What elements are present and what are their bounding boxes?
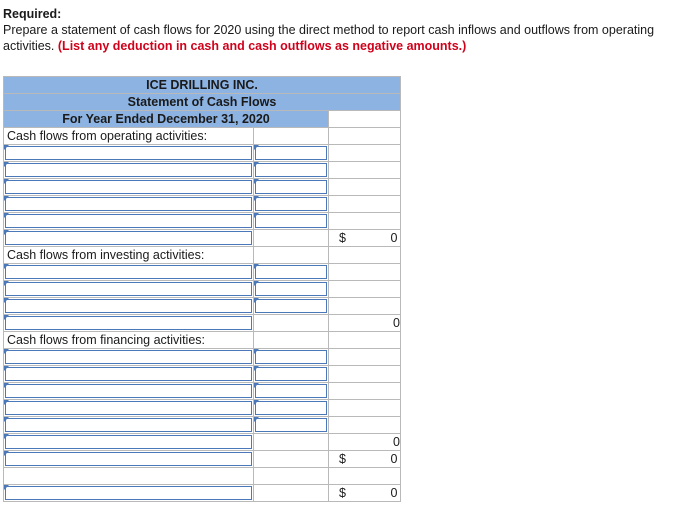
blank-cell: [254, 468, 329, 485]
investing-entry-row: [4, 264, 401, 281]
financing-description-input[interactable]: [4, 417, 254, 434]
blank-cell: [4, 468, 254, 485]
required-label: Required:: [3, 7, 62, 21]
header-blank-cell: [329, 111, 401, 128]
blank-cell: [254, 451, 329, 468]
blank-cell: [329, 366, 401, 383]
blank-cell: [329, 400, 401, 417]
blank-cell: [329, 264, 401, 281]
investing-description-input[interactable]: [4, 298, 254, 315]
operating-total-cell: [329, 230, 401, 247]
financing-description-input[interactable]: [4, 366, 254, 383]
financing-amount-input[interactable]: [254, 366, 329, 383]
blank-cell: [329, 179, 401, 196]
operating-total-row: [4, 230, 401, 247]
blank-cell: [329, 145, 401, 162]
summary-label-input[interactable]: [4, 485, 254, 502]
financing-description-input[interactable]: [4, 383, 254, 400]
operating-total-value: 0: [390, 231, 398, 245]
blank-cell: [254, 128, 329, 145]
blank-cell: [329, 162, 401, 179]
financing-description-input[interactable]: [4, 400, 254, 417]
investing-amount-input[interactable]: [254, 264, 329, 281]
blank-cell: [329, 417, 401, 434]
summary-total-cell: [329, 485, 401, 502]
header-row: [4, 77, 401, 94]
dollar-sign: $: [339, 452, 346, 466]
blank-cell: [329, 332, 401, 349]
operating-amount-input[interactable]: [254, 213, 329, 230]
summary-row: [4, 451, 401, 468]
instructions-note: (List any deduction in cash and cash outflows as negative amounts.): [57, 39, 467, 53]
blank-row: [4, 468, 401, 485]
blank-cell: [254, 332, 329, 349]
investing-amount-input[interactable]: [254, 298, 329, 315]
operating-description-input[interactable]: [4, 179, 254, 196]
financing-amount-input[interactable]: [254, 417, 329, 434]
blank-cell: [254, 485, 329, 502]
cash-flow-statement-table: [3, 76, 401, 502]
blank-cell: [254, 315, 329, 332]
operating-entry-row: [4, 145, 401, 162]
blank-cell: [254, 247, 329, 264]
financing-entry-row: [4, 383, 401, 400]
financing-amount-input[interactable]: [254, 349, 329, 366]
operating-entry-row: [4, 179, 401, 196]
financing-entry-row: [4, 349, 401, 366]
operating-description-input[interactable]: [4, 162, 254, 179]
financing-amount-input[interactable]: [254, 383, 329, 400]
blank-cell: [329, 247, 401, 264]
blank-cell: [254, 230, 329, 247]
blank-cell: [329, 213, 401, 230]
company-name: ICE DRILLING INC.: [4, 77, 401, 94]
header-row: [4, 94, 401, 111]
blank-cell: [329, 196, 401, 213]
financing-entry-row: [4, 417, 401, 434]
blank-cell: [329, 349, 401, 366]
financing-description-input[interactable]: [4, 349, 254, 366]
investing-entry-row: [4, 281, 401, 298]
investing-label: Cash flows from investing activities:: [4, 247, 254, 264]
operating-description-input[interactable]: [4, 213, 254, 230]
dollar-sign: $: [339, 231, 346, 245]
blank-cell: [329, 281, 401, 298]
financing-total-value: 0: [329, 434, 401, 451]
operating-entry-row: [4, 196, 401, 213]
blank-cell: [329, 383, 401, 400]
investing-total-label-input[interactable]: [4, 315, 254, 332]
investing-total-row: [4, 315, 401, 332]
instructions: [3, 6, 697, 54]
header-row: [4, 111, 401, 128]
investing-amount-input[interactable]: [254, 281, 329, 298]
investing-total-value: 0: [329, 315, 401, 332]
financing-section-row: [4, 332, 401, 349]
operating-description-input[interactable]: [4, 145, 254, 162]
operating-section-row: [4, 128, 401, 145]
blank-cell: [254, 434, 329, 451]
operating-entry-row: [4, 162, 401, 179]
investing-description-input[interactable]: [4, 264, 254, 281]
instructions-text: Prepare a statement of cash flows for 2020 using the direct method to report cash inflows and outflows from operating activities.: [3, 23, 655, 53]
investing-section-row: [4, 247, 401, 264]
financing-entry-row: [4, 400, 401, 417]
financing-entry-row: [4, 366, 401, 383]
financing-total-label-input[interactable]: [4, 434, 254, 451]
operating-amount-input[interactable]: [254, 196, 329, 213]
financing-amount-input[interactable]: [254, 400, 329, 417]
operating-amount-input[interactable]: [254, 145, 329, 162]
financing-label: Cash flows from financing activities:: [4, 332, 254, 349]
blank-cell: [329, 468, 401, 485]
summary-total-value: 0: [390, 486, 398, 500]
operating-entry-row: [4, 213, 401, 230]
summary-total-cell: [329, 451, 401, 468]
operating-label: Cash flows from operating activities:: [4, 128, 254, 145]
investing-entry-row: [4, 298, 401, 315]
statement-period: For Year Ended December 31, 2020: [4, 111, 329, 128]
summary-label-input[interactable]: [4, 451, 254, 468]
operating-description-input[interactable]: [4, 196, 254, 213]
summary-total-value: 0: [390, 452, 398, 466]
blank-cell: [329, 128, 401, 145]
operating-amount-input[interactable]: [254, 162, 329, 179]
operating-total-label-input[interactable]: [4, 230, 254, 247]
investing-description-input[interactable]: [4, 281, 254, 298]
operating-amount-input[interactable]: [254, 179, 329, 196]
statement-title: Statement of Cash Flows: [4, 94, 401, 111]
dollar-sign: $: [339, 486, 346, 500]
financing-total-row: [4, 434, 401, 451]
summary-row: [4, 485, 401, 502]
blank-cell: [329, 298, 401, 315]
